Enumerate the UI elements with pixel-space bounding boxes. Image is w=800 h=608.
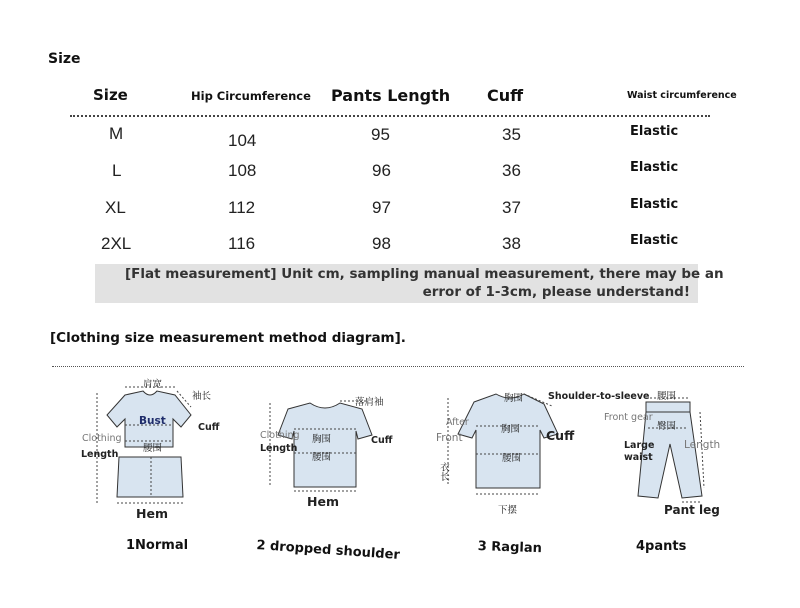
- label-cuff: Cuff: [546, 428, 575, 443]
- label-length: Length: [684, 439, 721, 451]
- label-front: Front: [436, 432, 463, 444]
- label-waist: waist: [624, 452, 653, 463]
- diagram-title: [Clothing size measurement method diagram].: [50, 330, 406, 346]
- cell-size: 2XL: [101, 234, 132, 253]
- caption-raglan: 3 Raglan: [477, 539, 543, 557]
- label-length: Length: [81, 449, 119, 460]
- header-size: Size: [93, 86, 128, 104]
- caption-pants: 4pants: [636, 539, 687, 554]
- cell-hip: 108: [228, 161, 257, 180]
- label-bust: 胸围: [312, 434, 332, 445]
- size-title: Size: [48, 51, 81, 67]
- cell-hip: 112: [228, 198, 256, 217]
- label-hem: Hem: [136, 506, 168, 521]
- label-waist: 腰围: [502, 453, 522, 464]
- caption-normal: 1Normal: [126, 538, 189, 553]
- label-front-gear: Front gear: [604, 412, 653, 423]
- header-waist: Waist circumference: [627, 90, 737, 101]
- header-divider: [70, 115, 710, 117]
- label-waist: 腰围: [312, 452, 332, 463]
- measurement-note: [95, 264, 724, 303]
- label-length: Length: [260, 443, 298, 454]
- cell-size: M: [109, 124, 124, 143]
- cell-pants-length: 95: [371, 125, 390, 144]
- label-pant-leg: Pant leg: [664, 503, 720, 517]
- cell-pants-length: 98: [372, 234, 391, 253]
- label-bust-top: 胸围: [504, 393, 524, 404]
- cell-cuff: 36: [502, 161, 521, 180]
- cell-pants-length: 97: [372, 198, 391, 217]
- raglan-garment-illustration: [440, 390, 565, 502]
- label-clothing: Clothing: [260, 430, 300, 441]
- label-bust: 胸围: [501, 424, 521, 435]
- caption-dropped-shoulder: 2 dropped shoulder: [255, 538, 401, 563]
- label-sleeve: 落肩袖: [355, 397, 384, 408]
- cell-hip: 116: [228, 234, 256, 253]
- label-cuff: Cuff: [198, 422, 220, 433]
- label-hip: 臀围: [657, 421, 677, 432]
- cell-size: L: [112, 161, 122, 180]
- cell-pants-length: 96: [372, 161, 391, 180]
- label-large: Large: [624, 440, 655, 451]
- note-line-2: error of 1-3cm, please understand!: [422, 284, 690, 300]
- label-after: After: [446, 417, 469, 428]
- cell-cuff: 35: [502, 125, 521, 144]
- cell-cuff: 37: [502, 198, 521, 217]
- label-sleeve: 袖长: [192, 391, 212, 402]
- diagram-divider: [52, 366, 744, 367]
- label-bust: Bust: [139, 415, 166, 427]
- cell-size: XL: [105, 198, 126, 217]
- label-clothing: Clothing: [82, 433, 122, 444]
- label-shoulder-to-sleeve: Shoulder-to-sleeve: [548, 391, 650, 402]
- label-cuff: Cuff: [371, 435, 393, 446]
- label-waist: 腰围: [143, 443, 163, 454]
- header-hip: Hip Circumference: [191, 89, 311, 103]
- cell-waist: Elastic: [630, 160, 679, 175]
- cell-hip: 104: [228, 131, 257, 150]
- header-cuff: Cuff: [487, 86, 524, 105]
- label-hem: 下摆: [498, 505, 518, 516]
- header-pants-length: Pants Length: [331, 86, 451, 105]
- cell-cuff: 38: [502, 234, 521, 253]
- cell-waist: Elastic: [630, 197, 679, 212]
- cell-waist: Elastic: [630, 124, 679, 139]
- label-shoulder: 肩宽: [143, 379, 163, 390]
- note-line-1: [Flat measurement] Unit cm, sampling manual measurement, there may be an: [125, 266, 724, 282]
- label-hem: Hem: [307, 494, 339, 509]
- label-waist-cn: 腰围: [657, 391, 677, 402]
- label-length-cn: 衣长: [438, 462, 449, 481]
- cell-waist: Elastic: [630, 233, 679, 248]
